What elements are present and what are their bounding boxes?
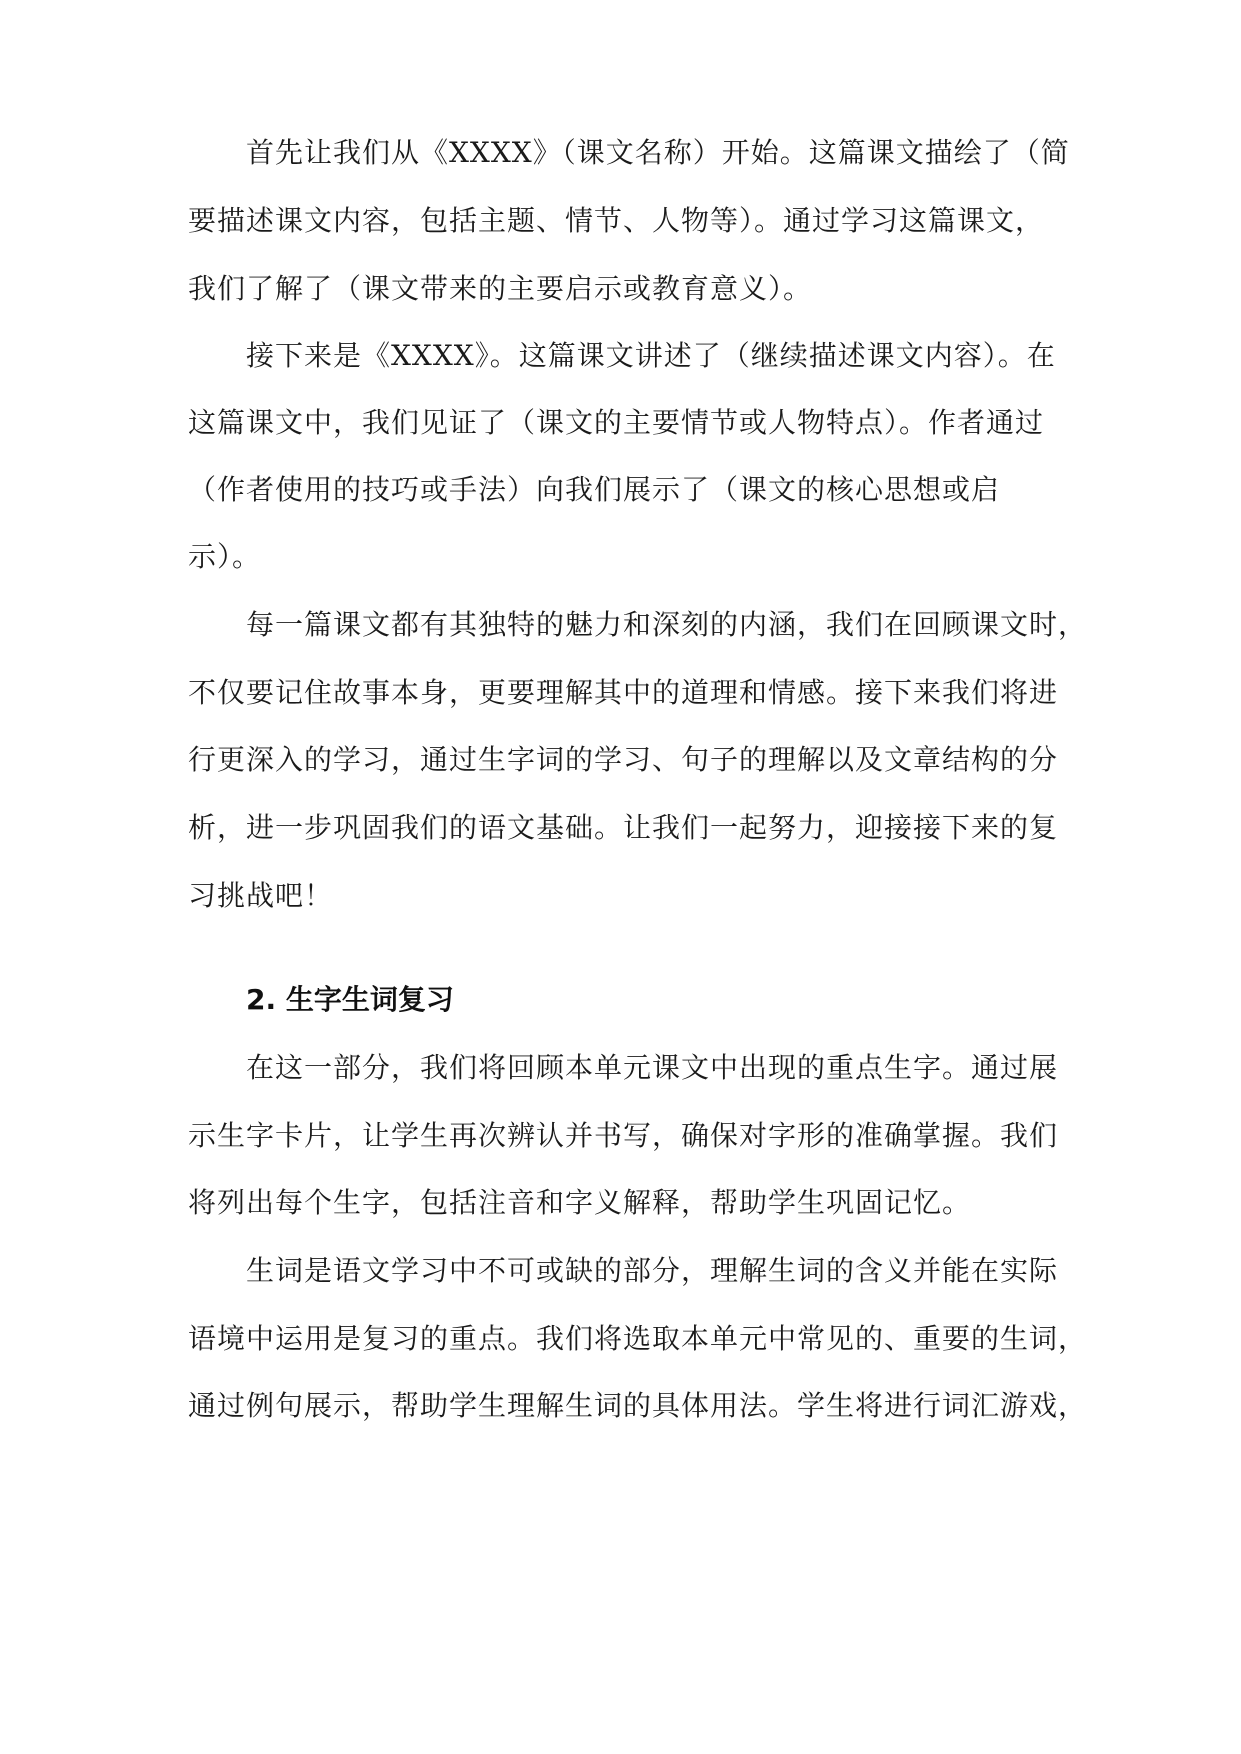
- paragraph-2-line-2: 这篇课文中，我们见证了（课文的主要情节或人物特点）。作者通过: [188, 406, 1045, 439]
- paragraph-2-line-4: 示）。: [188, 540, 262, 573]
- section-paragraph-1-line-2: 示生字卡片，让学生再次辨认并书写，确保对字形的准确掌握。我们: [188, 1119, 1059, 1152]
- paragraph-1-line-1: 首先让我们从《XXXX》（课文名称）开始。这篇课文描绘了（简: [246, 136, 1070, 169]
- paragraph-1-line-2: 要描述课文内容，包括主题、情节、人物等）。通过学习这篇课文，: [188, 204, 1045, 237]
- paragraph-3-line-3: 行更深入的学习，通过生字词的学习、句子的理解以及文章结构的分: [188, 743, 1059, 776]
- section-paragraph-2-line-2: 语境中运用是复习的重点。我们将选取本单元中常见的、重要的生词，: [188, 1322, 1088, 1355]
- section-paragraph-1-line-1: 在这一部分，我们将回顾本单元课文中出现的重点生字。通过展: [246, 1051, 1059, 1084]
- paragraph-1-line-3: 我们了解了（课文带来的主要启示或教育意义）。: [188, 272, 813, 305]
- paragraph-3-line-2: 不仅要记住故事本身，更要理解其中的道理和情感。接下来我们将进: [188, 676, 1059, 709]
- paragraph-3-line-1: 每一篇课文都有其独特的魅力和深刻的内涵，我们在回顾课文时，: [246, 608, 1088, 641]
- section-paragraph-1-line-3: 将列出每个生字，包括注音和字义解释，帮助学生巩固记忆。: [188, 1186, 972, 1219]
- paragraph-3-line-4: 析，进一步巩固我们的语文基础。让我们一起努力，迎接接下来的复: [188, 811, 1059, 844]
- paragraph-3-line-5: 习挑战吧！: [188, 879, 334, 912]
- section-paragraph-2-line-1: 生词是语文学习中不可或缺的部分，理解生词的含义并能在实际: [246, 1254, 1059, 1287]
- paragraph-2-line-3: （作者使用的技巧或手法）向我们展示了（课文的核心思想或启: [188, 473, 1001, 506]
- paragraph-2-line-1: 接下来是《XXXX》。这篇课文讲述了（继续描述课文内容）。在: [246, 339, 1056, 372]
- section-heading: 2. 生字生词复习: [246, 983, 454, 1016]
- section-paragraph-2-line-3: 通过例句展示，帮助学生理解生词的具体用法。学生将进行词汇游戏，: [188, 1389, 1088, 1422]
